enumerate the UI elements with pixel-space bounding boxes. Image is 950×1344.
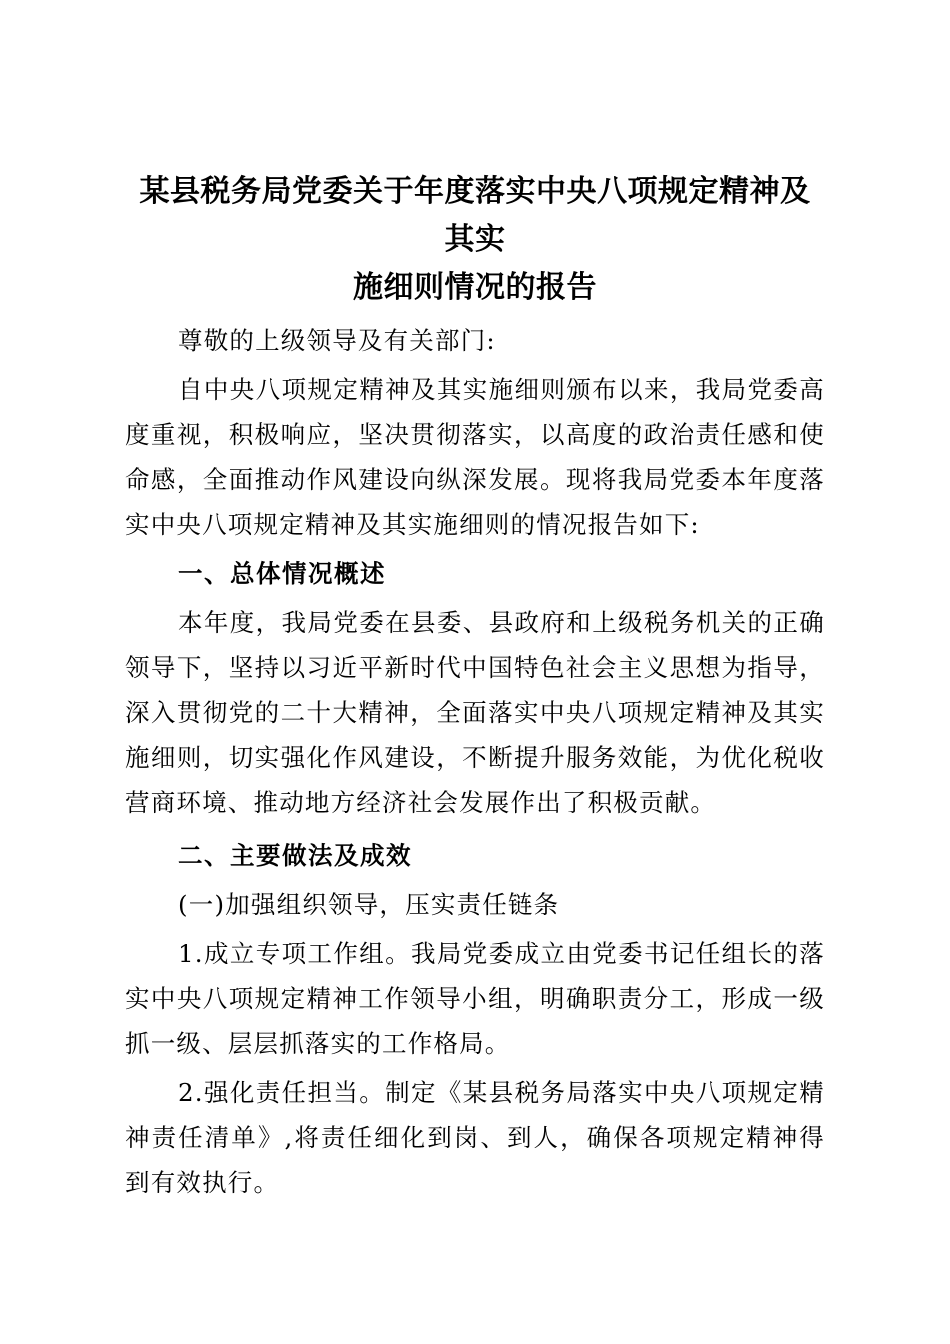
title-line-1: 某县税务局党委关于年度落实中央八项规定精神及其实 <box>139 174 811 257</box>
item-1-paragraph: 1.成立专项工作组。我局党委成立由党委书记任组长的落实中央八项规定精神工作领导小组，明确职责分工，形成一级抓一级、层层抓落实的工作格局。 <box>125 939 825 1058</box>
section-1-heading: 一、总体情况概述 <box>178 559 386 588</box>
intro-paragraph: 自中央八项规定精神及其实施细则颁布以来，我局党委高度重视，积极响应，坚决贯彻落实，以高度的政治责任感和使命感，全面推动作风建设向纵深发展。现将我局党委本年度落实中央八项规定精神及其实施细则的情况报告如下: <box>125 375 825 539</box>
section-2-heading: 二、主要做法及成效 <box>178 841 412 870</box>
document-body <box>125 168 825 1205</box>
item-2-paragraph: 2.强化责任担当。制定《某县税务局落实中央八项规定精神责任清单》,将责任细化到岗、到人，确保各项规定精神得到有效执行。 <box>125 1078 825 1197</box>
salutation: 尊敬的上级领导及有关部门: <box>178 326 496 355</box>
subsection-1-heading: (一)加强组织领导，压实责任链条 <box>178 890 560 919</box>
section-1-paragraph: 本年度，我局党委在县委、县政府和上级税务机关的正确领导下，坚持以习近平新时代中国特色社会主义思想为指导，深入贯彻党的二十大精神，全面落实中央八项规定精神及其实施细则，切实强化作风建设，不断提升服务效能，为优化税收营商环境、推动地方经济社会发展作出了积极贡献。 <box>125 608 825 817</box>
document-title <box>125 168 825 312</box>
title-line-2: 施细则情况的报告 <box>353 270 597 305</box>
